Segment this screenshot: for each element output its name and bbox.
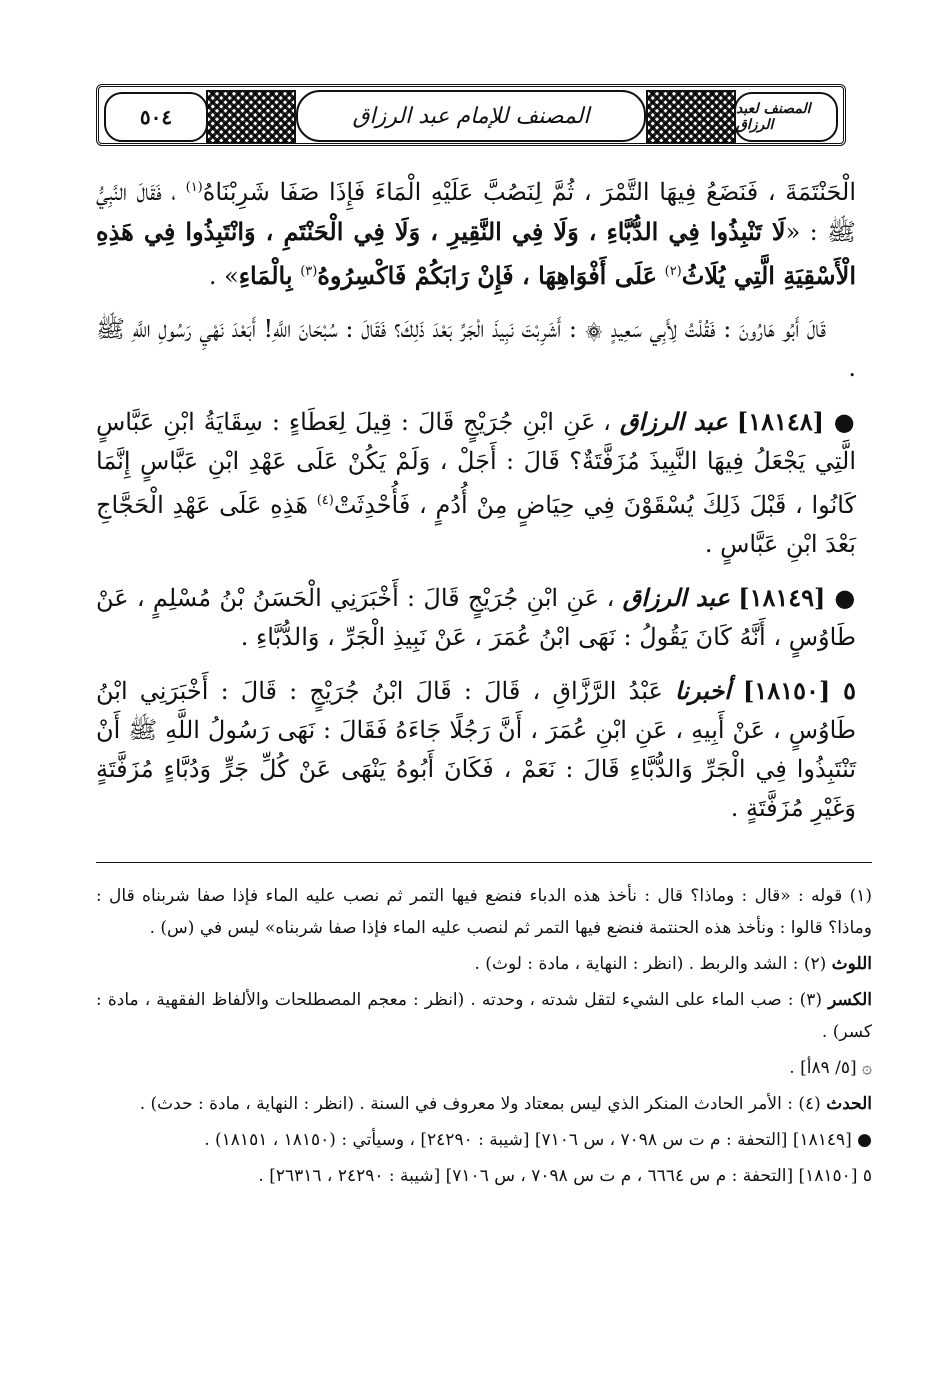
footnote-divider [96, 862, 872, 863]
hadith-18150: ٥ [١٨١٥٠] أخبرنا عَبْدُ الرَّزَّاقِ ، قَالَ : قَالَ ابْنُ جُرَيْجٍ : قَالَ : أَخْبَرَنِي ابْنُ طَاوُسٍ ، عَنْ أَبِيهِ ، عَنِ ابْنِ عُمَرَ ، أَنَّ رَجُلًا جَاءَهُ فَقَالَ : نَهَى رَسُولُ اللَّهِ ﷺ أَنْ تَنْتَبِذُوا فِي الْجَرِّ وَالدُّبَّاءِ قَالَ : نَعَمْ ، فَكَانَ أَبُوهُ يَنْهَى عَنْ كُلِّ جَرٍّ وَدُبَّاءٍ مُزَفَّتَةٍ وَغَيْرِ مُزَفَّتَةٍ . [96, 676, 857, 822]
main-text [96, 168, 856, 842]
book-emblem: المصنف لعبد الرزاق [734, 92, 838, 142]
paragraph-2: قَالَ أَبُو هَارُونَ : فَقُلْتُ لِأَبِي سَعِيدٍ ۞ : أَشَرِبْتَ نَبِيذَ الْجَرِّ بَعْدَ ذَلِكَ؟ فَقَالَ : سُبْحَانَ اللَّهِ! أَبَعْدَ نَهْيِ رَسُولِ اللَّهِ ﷺ . [96, 315, 856, 382]
page-header [96, 84, 846, 146]
hadith-18149: ● [١٨١٤٩] عبد الرزاق ، عَنِ ابْنِ جُرَيْجٍ قَالَ : أَخْبَرَنِي الْحَسَنُ بْنُ مُسْلِمٍ ، عَنْ طَاوُسٍ ، أَنَّهُ كَانَ يَقُولُ : نَهَى ابْنُ عُمَرَ ، عَنْ نَبِيذِ الْجَرِّ ، وَالدُّبَّاءِ . [96, 583, 856, 651]
footnote-ref-1: (١) [185, 180, 203, 195]
page-title: المصنف للإمام عبد الرزاق [296, 90, 646, 142]
page-number: ٥٠٤ [104, 92, 208, 142]
footnote-ref-2: (٢) [664, 264, 682, 279]
footnote-3: الكسر (٣) : صب الماء على الشيء لتقل شدته ، وحدته . (انظر : معجم المصطلحات والألفاظ الفقهية ، مادة : كسر) . [96, 990, 873, 1042]
paragraph-1: الْحَنْتَمَةَ ، فَنَضَعُ فِيهَا التَّمْرَ ، ثُمَّ لِنَصُبَّ عَلَيْهِ الْمَاءَ فَإِذَا صَفَا شَرِبْنَاهُ$^{(١)}$ ، فَقَالَ النَّبِيُّ ﷺ : «لَا تَنْبِذُوا فِي الدُّبَّاءِ ، وَلَا فِي النَّقِيرِ ، وَلَا فِي الْحَنْتَمِ ، وَانْتَبِذُوا فِي هَذِهِ الْأَسْقِيَةِ الَّتِي يُلَاثُ$^{(٢)}$ عَلَى أَفْوَاهِهَا ، فَإِنْ رَابَكُمْ فَاكْسِرُوهُ$^{(٣)}$ بِالْمَاءِ» . [96, 178, 856, 290]
footnote-2: اللوث (٢) : الشد والربط . (انظر : النهاية ، مادة : لوث) . [474, 954, 872, 974]
footnote-1: (١) قوله : «قال : وماذا؟ قال : نأخذ هذه الدباء فنضع فيها التمر ثم نصب عليه الماء فإذا صفا شربناه قال : وماذا؟ قالوا : ونأخذ هذه الحنتمة فنضع فيها التمر ثم لنصب عليه الماء فإذا صفا شربناه» ليس في (س) . [96, 886, 872, 938]
takhrij-18150: ٥ [١٨١٥٠] [التحفة : م س ٦٦٦٤ ، م ت س ٧٠٩٨ ، س ٧١٠٦] [شيبة : ٢٤٢٩٠ ، ٢٦٣١٦] . [258, 1166, 872, 1186]
footnote-ref-3: (٣) [300, 264, 318, 279]
folio-marker: ۞ [٥/ ٨٩أ] . [789, 1058, 872, 1078]
ornament-right [646, 90, 736, 144]
footnotes [96, 880, 872, 1196]
footnote-ref-4: (٤) [316, 493, 334, 508]
ornament-left [206, 90, 296, 144]
footnote-4: الحدث (٤) : الأمر الحادث المنكر الذي ليس بمعتاد ولا معروف في السنة . (انظر : النهاية ، مادة : حدث) . [139, 1094, 872, 1114]
hadith-18148: ● [١٨١٤٨] عبد الرزاق ، عَنِ ابْنِ جُرَيْجٍ قَالَ : قِيلَ لِعَطَاءٍ : سِقَايَةُ ابْنِ عَبَّاسٍ الَّتِي يَجْعَلُ فِيهَا النَّبِيذَ مُزَفَّتَةٌ؟ قَالَ : أَجَلْ ، وَلَمْ يَكُنْ عَلَى عَهْدِ ابْنِ عَبَّاسٍ إِنَّمَا كَانُوا ، قَبْلَ ذَلِكَ يُسْقَوْنَ فِي حِيَاضٍ مِنْ أُدُمٍ ، فَأُحْدِثَتْ$^{(٤)}$ هَذِهِ عَلَى عَهْدِ الْحَجَّاجِ بَعْدَ ابْنِ عَبَّاسٍ . [96, 407, 857, 558]
takhrij-18149: ● [١٨١٤٩] [التحفة : م ت س ٧٠٩٨ ، س ٧١٠٦] [شيبة : ٢٤٢٩٠] ، وسيأتي : (١٨١٥٠ ، ١٨١٥١) . [204, 1130, 872, 1150]
